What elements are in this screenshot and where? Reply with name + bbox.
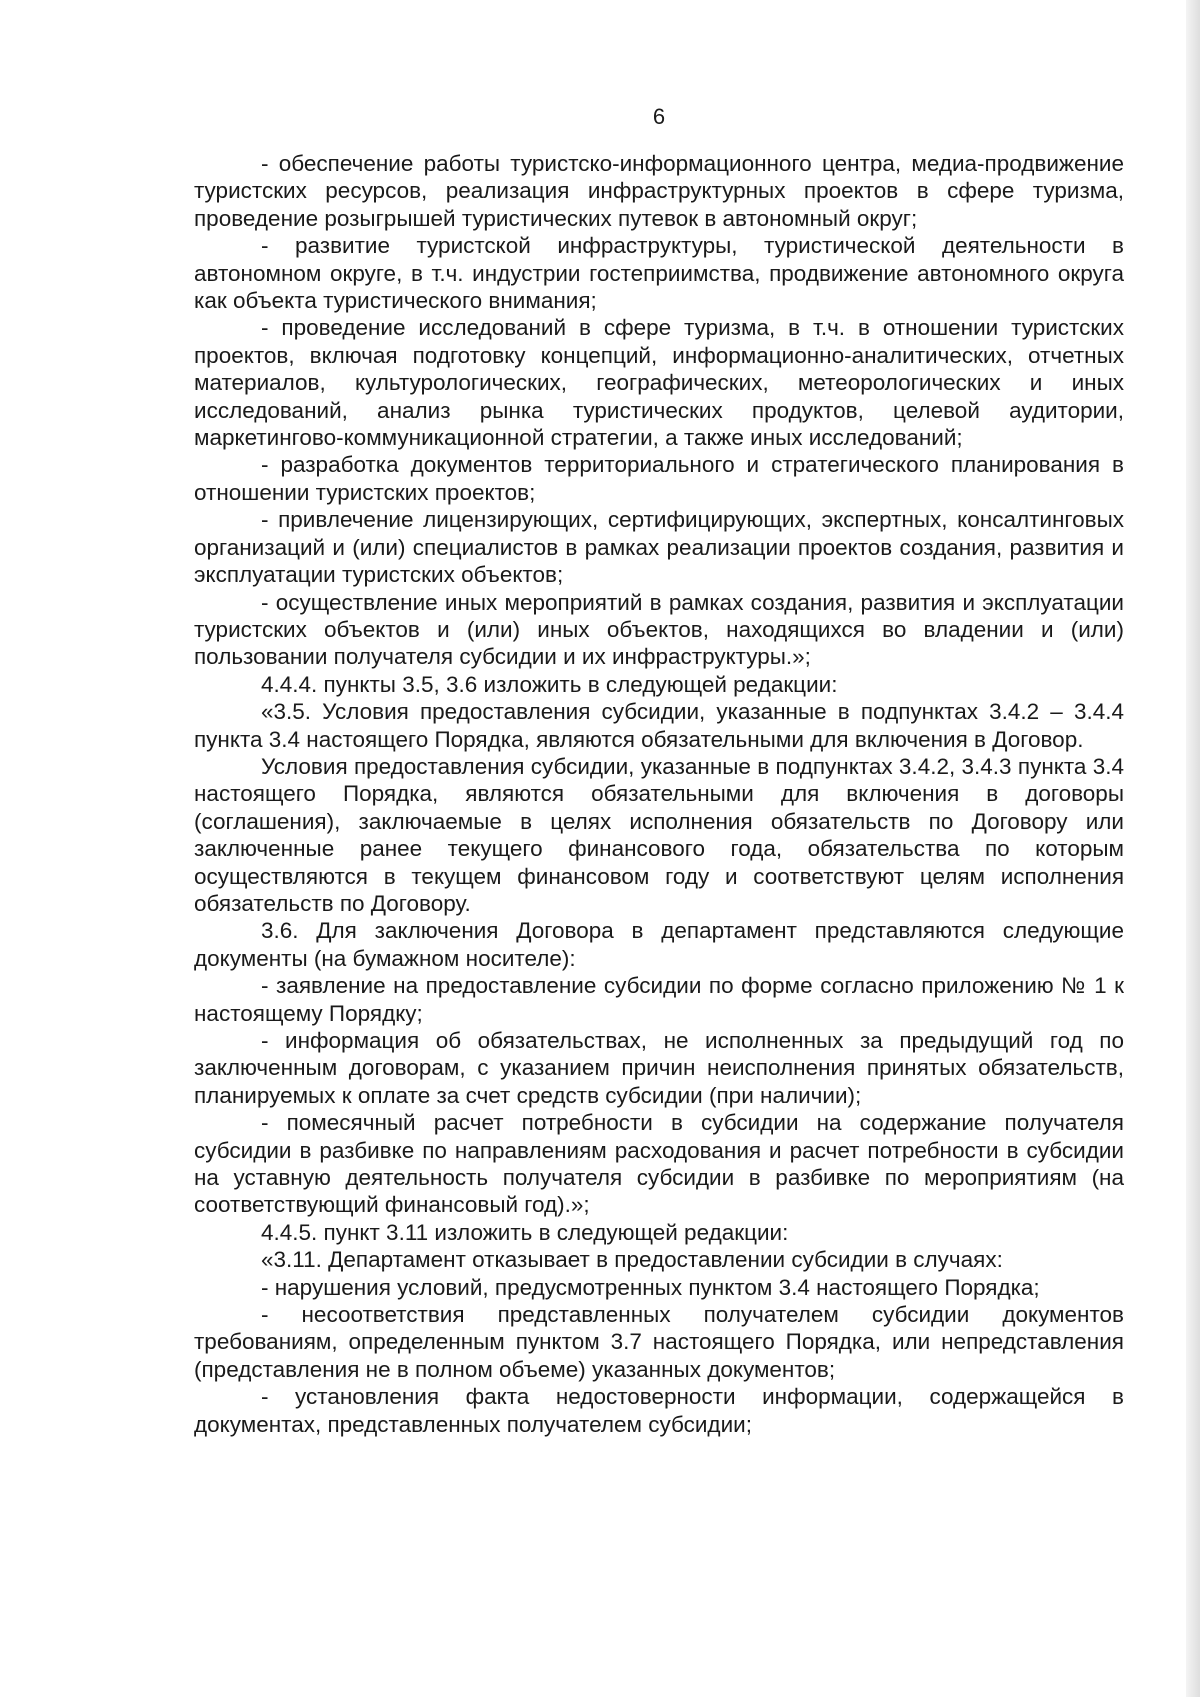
paragraph: - установления факта недостоверности информации, содержащейся в документах, представленных получателем субсидии; — [194, 1384, 1124, 1437]
paragraph: - разработка документов территориального и стратегического планирования в отношении туристских проектов; — [194, 452, 1124, 505]
paragraph: - информация об обязательствах, не исполненных за предыдущий год по заключенным договорам, с указанием причин неисполнения принятых обязательств, планируемых к оплате за счет средств субсидии (при наличии); — [194, 1028, 1124, 1108]
paragraph: «3.5. Условия предоставления субсидии, указанные в подпунктах 3.4.2 – 3.4.4 пункта 3.4 настоящего Порядка, являются обязательными для включения в Договор. — [194, 699, 1124, 752]
page-edge-shadow — [1186, 0, 1200, 1697]
paragraph: - развитие туристской инфраструктуры, туристической деятельности в автономном округе, в т.ч. индустрии гостеприимства, продвижение автономного округа как объекта туристического внимания; — [194, 233, 1124, 314]
paragraph: Условия предоставления субсидии, указанные в подпунктах 3.4.2, 3.4.3 пункта 3.4 настоящего Порядка, являются обязательными для включения в договоры (соглашения), заключаемые в целях исполнения обязательств по Договору или заключенные ранее текущего финансового года, обязательства по которым осуществляются в текущем финансовом году и соответствуют целям исполнения обязательств по Договору. — [194, 753, 1124, 916]
paragraph: 4.4.5. пункт 3.11 изложить в следующей редакции: — [261, 1219, 789, 1245]
paragraph: - помесячный расчет потребности в субсидии на содержание получателя субсидии в разбивке по направлениям расходования и расчет потребности в субсидии на уставную деятельность получателя субсидии в разбивке по мероприятиям (на соответствующий финансовый год).»; — [194, 1110, 1124, 1218]
page-number: 6 — [652, 104, 666, 129]
paragraph: «3.11. Департамент отказывает в предоставлении субсидии в случаях: — [261, 1247, 1003, 1273]
paragraph: - заявление на предоставление субсидии по форме согласно приложению № 1 к настоящему Порядку; — [194, 973, 1124, 1026]
paragraph: - несоответствия представленных получателем субсидии документов требованиям, определенным пунктом 3.7 настоящего Порядка, или непредставления (представления не в полном объеме) указанных документов; — [194, 1302, 1124, 1382]
paragraph: - обеспечение работы туристско-информационного центра, медиа-продвижение туристских ресурсов, реализация инфраструктурных проектов в сфере туризма, проведение розыгрышей туристических путевок в автономный округ; — [194, 151, 1124, 231]
paragraph: - проведение исследований в сфере туризма, в т.ч. в отношении туристских проектов, включая подготовку концепций, информационно-аналитических, отчетных материалов, культурологических, географических, метеорологических и иных исследований, анализ рынка туристических продуктов, целевой аудитории, маркетингово-коммуникационной стратегии, а также иных исследований; — [194, 315, 1124, 451]
paragraph: 3.6. Для заключения Договора в департамент представляются следующие документы (на бумажном носителе): — [194, 918, 1124, 971]
paragraph: - привлечение лицензирующих, сертифицирующих, экспертных, консалтинговых организаций и (или) специалистов в рамках реализации проектов создания, развития и эксплуатации туристских объектов; — [194, 507, 1124, 588]
document-body — [194, 150, 1124, 1438]
paragraph: - нарушения условий, предусмотренных пунктом 3.4 настоящего Порядка; — [261, 1274, 1040, 1300]
paragraph: - осуществление иных мероприятий в рамках создания, развития и эксплуатации туристских объектов и (или) иных объектов, находящихся во владении и (или) пользовании получателя субсидии и их инфраструктуры.»; — [194, 589, 1124, 670]
paragraph: 4.4.4. пункты 3.5, 3.6 изложить в следующей редакции: — [261, 671, 838, 697]
